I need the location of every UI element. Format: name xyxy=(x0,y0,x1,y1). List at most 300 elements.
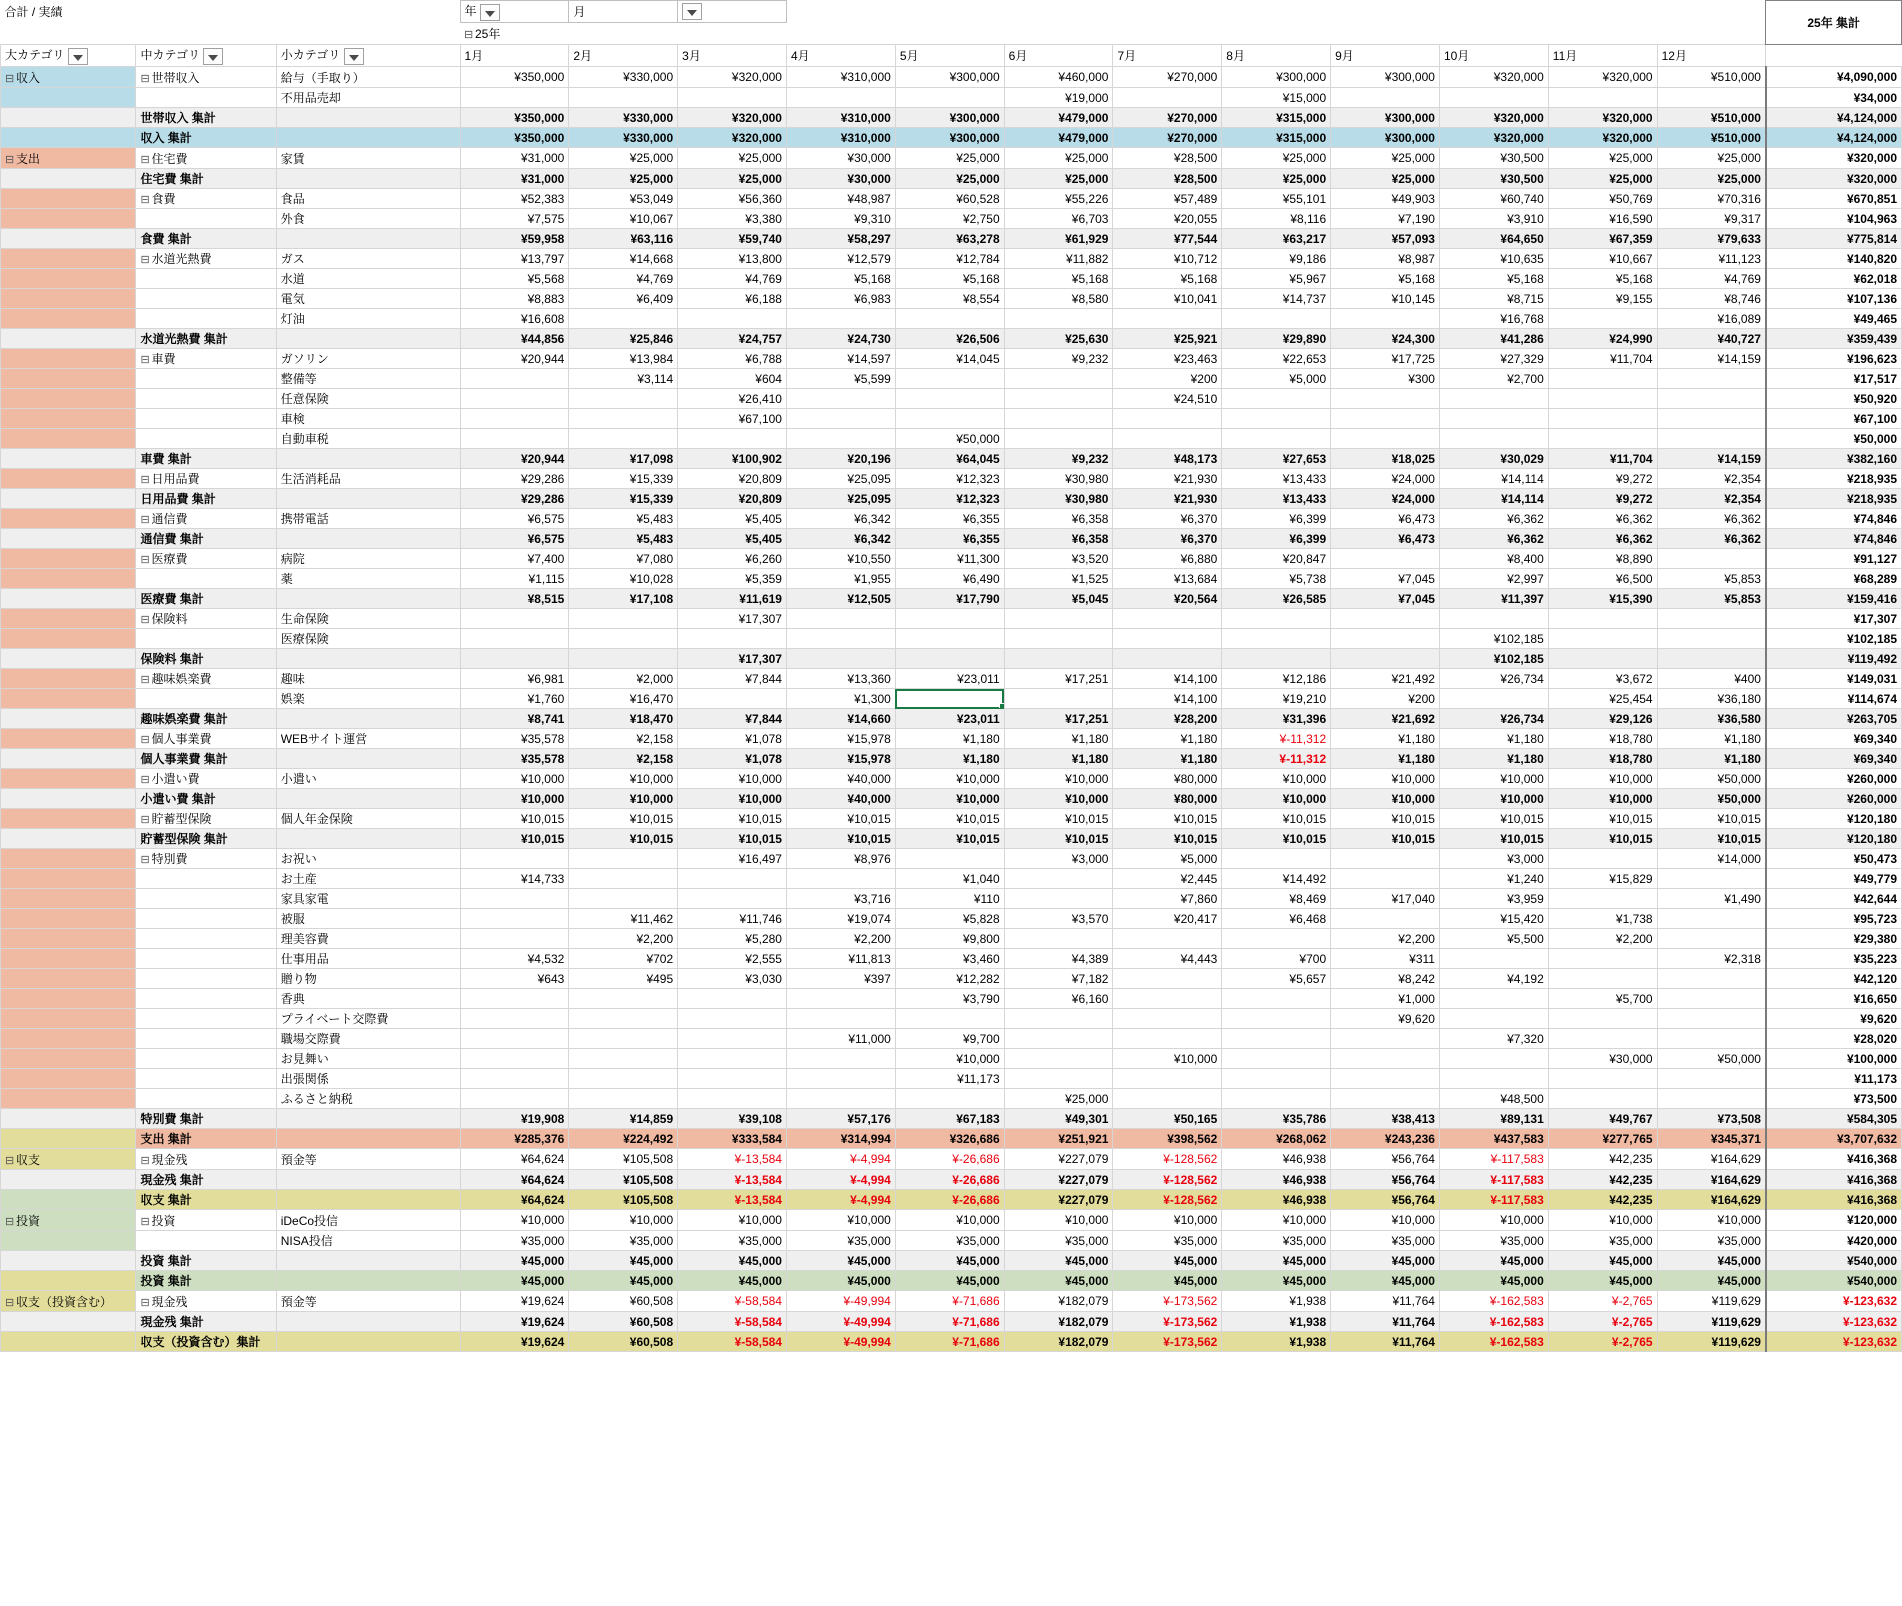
cell-value-m9[interactable] xyxy=(1331,1069,1440,1089)
cell-value-m7[interactable] xyxy=(1113,929,1222,949)
cell-big-category[interactable] xyxy=(1,729,136,749)
cell-row-total[interactable]: ¥196,623 xyxy=(1766,349,1902,369)
cell-value-m8[interactable]: ¥315,000 xyxy=(1222,108,1331,128)
cell-value-m4[interactable] xyxy=(786,389,895,409)
cell-row-total[interactable]: ¥50,473 xyxy=(1766,849,1902,869)
cell-value-m5[interactable] xyxy=(895,1089,1004,1109)
cell-value-m3[interactable]: ¥3,380 xyxy=(678,209,787,229)
table-row[interactable] xyxy=(1,929,1902,949)
cell-big-category[interactable] xyxy=(1,509,136,529)
cell-value-m11[interactable]: ¥320,000 xyxy=(1548,67,1657,88)
cell-mid-category[interactable]: 特別費 集計 xyxy=(136,1109,276,1129)
cell-mid-category[interactable] xyxy=(136,889,276,909)
cell-row-total[interactable]: ¥17,517 xyxy=(1766,369,1902,389)
cell-mid-category[interactable] xyxy=(136,1029,276,1049)
cell-value-m3[interactable] xyxy=(678,1029,787,1049)
cell-mid-category[interactable]: 現金残 集計 xyxy=(136,1312,276,1332)
cell-value-m12[interactable] xyxy=(1657,389,1766,409)
collapse-icon-mid[interactable] xyxy=(140,772,151,786)
cell-value-m12[interactable] xyxy=(1657,549,1766,569)
cell-value-m8[interactable]: ¥35,786 xyxy=(1222,1109,1331,1129)
cell-value-m4[interactable]: ¥48,987 xyxy=(786,189,895,209)
cell-row-total[interactable]: ¥120,000 xyxy=(1766,1210,1902,1231)
cell-value-m9[interactable]: ¥2,200 xyxy=(1331,929,1440,949)
cell-value-m6[interactable]: ¥6,358 xyxy=(1004,509,1113,529)
cell-value-m11[interactable] xyxy=(1548,1069,1657,1089)
cell-value-m12[interactable]: ¥25,000 xyxy=(1657,148,1766,169)
cell-small-category[interactable]: 仕事用品 xyxy=(276,949,460,969)
cell-small-category[interactable]: 任意保険 xyxy=(276,389,460,409)
cell-value-m8[interactable]: ¥12,186 xyxy=(1222,669,1331,689)
cell-mid-category[interactable] xyxy=(136,1069,276,1089)
cell-value-m6[interactable]: ¥25,000 xyxy=(1004,148,1113,169)
cell-big-category[interactable] xyxy=(1,669,136,689)
cell-mid-category[interactable] xyxy=(136,1089,276,1109)
cell-value-m5[interactable]: ¥10,000 xyxy=(895,789,1004,809)
cell-small-category[interactable] xyxy=(276,749,460,769)
cell-value-m1[interactable] xyxy=(460,649,569,669)
cell-value-m1[interactable]: ¥350,000 xyxy=(460,108,569,128)
cell-row-total[interactable]: ¥35,223 xyxy=(1766,949,1902,969)
table-row[interactable] xyxy=(1,969,1902,989)
cell-value-m6[interactable]: ¥49,301 xyxy=(1004,1109,1113,1129)
cell-row-total[interactable]: ¥42,120 xyxy=(1766,969,1902,989)
cell-value-m4[interactable]: ¥3,716 xyxy=(786,889,895,909)
cell-row-total[interactable]: ¥9,620 xyxy=(1766,1009,1902,1029)
cell-value-m11[interactable]: ¥24,990 xyxy=(1548,329,1657,349)
cell-value-m8[interactable] xyxy=(1222,409,1331,429)
cell-value-m3[interactable]: ¥25,000 xyxy=(678,169,787,189)
collapse-icon-big[interactable] xyxy=(5,1295,16,1309)
cell-value-m1[interactable] xyxy=(460,629,569,649)
cell-value-m6[interactable]: ¥227,079 xyxy=(1004,1149,1113,1170)
cell-value-m6[interactable]: ¥1,180 xyxy=(1004,749,1113,769)
cell-value-m7[interactable]: ¥4,443 xyxy=(1113,949,1222,969)
cell-value-m11[interactable]: ¥10,667 xyxy=(1548,249,1657,269)
cell-small-category[interactable] xyxy=(276,589,460,609)
cell-value-m5[interactable]: ¥-26,686 xyxy=(895,1170,1004,1190)
cell-value-m3[interactable] xyxy=(678,429,787,449)
cell-value-m12[interactable]: ¥11,123 xyxy=(1657,249,1766,269)
cell-mid-category[interactable]: ⊟小遣い費 xyxy=(136,769,276,789)
cell-value-m4[interactable]: ¥310,000 xyxy=(786,108,895,128)
cell-value-m10[interactable]: ¥-117,583 xyxy=(1439,1149,1548,1170)
cell-mid-category[interactable]: ⊟個人事業費 xyxy=(136,729,276,749)
cell-value-m1[interactable] xyxy=(460,609,569,629)
cell-value-m10[interactable]: ¥10,000 xyxy=(1439,1210,1548,1231)
cell-value-m5[interactable]: ¥25,000 xyxy=(895,169,1004,189)
cell-value-m4[interactable]: ¥20,196 xyxy=(786,449,895,469)
table-row[interactable] xyxy=(1,869,1902,889)
cell-mid-category[interactable] xyxy=(136,869,276,889)
cell-value-m8[interactable] xyxy=(1222,609,1331,629)
cell-mid-category[interactable]: ⊟ 投資 xyxy=(136,1210,276,1231)
cell-value-m8[interactable]: ¥5,000 xyxy=(1222,369,1331,389)
cell-row-total[interactable]: ¥69,340 xyxy=(1766,749,1902,769)
cell-mid-category[interactable]: 貯蓄型保険 集計 xyxy=(136,829,276,849)
cell-value-m9[interactable]: ¥9,620 xyxy=(1331,1009,1440,1029)
cell-value-m9[interactable]: ¥10,145 xyxy=(1331,289,1440,309)
cell-mid-category[interactable]: 収入 集計 xyxy=(136,128,276,148)
cell-value-m8[interactable]: ¥9,186 xyxy=(1222,249,1331,269)
cell-value-m2[interactable]: ¥2,000 xyxy=(569,669,678,689)
cell-value-m1[interactable]: ¥7,575 xyxy=(460,209,569,229)
cell-value-m6[interactable]: ¥1,525 xyxy=(1004,569,1113,589)
cell-value-m9[interactable]: ¥1,180 xyxy=(1331,729,1440,749)
cell-value-m8[interactable]: ¥31,396 xyxy=(1222,709,1331,729)
cell-big-category[interactable] xyxy=(1,469,136,489)
cell-value-m6[interactable]: ¥182,079 xyxy=(1004,1332,1113,1352)
cell-value-m2[interactable] xyxy=(569,429,678,449)
cell-big-category[interactable] xyxy=(1,709,136,729)
table-row[interactable] xyxy=(1,509,1902,529)
cell-mid-category[interactable] xyxy=(136,969,276,989)
cell-row-total[interactable]: ¥359,439 xyxy=(1766,329,1902,349)
cell-value-m9[interactable]: ¥56,764 xyxy=(1331,1170,1440,1190)
cell-small-category[interactable]: 薬 xyxy=(276,569,460,589)
table-row[interactable] xyxy=(1,809,1902,829)
table-row[interactable] xyxy=(1,749,1902,769)
cell-value-m7[interactable] xyxy=(1113,88,1222,108)
cell-value-m11[interactable]: ¥42,235 xyxy=(1548,1170,1657,1190)
cell-value-m7[interactable]: ¥2,445 xyxy=(1113,869,1222,889)
cell-mid-category[interactable] xyxy=(136,629,276,649)
cell-value-m5[interactable]: ¥5,828 xyxy=(895,909,1004,929)
cell-value-m7[interactable]: ¥50,165 xyxy=(1113,1109,1222,1129)
cell-value-m4[interactable]: ¥10,015 xyxy=(786,809,895,829)
cell-value-m7[interactable] xyxy=(1113,1069,1222,1089)
cell-value-m7[interactable]: ¥28,500 xyxy=(1113,169,1222,189)
cell-value-m9[interactable]: ¥7,190 xyxy=(1331,209,1440,229)
cell-value-m5[interactable]: ¥17,790 xyxy=(895,589,1004,609)
cell-value-m7[interactable] xyxy=(1113,409,1222,429)
cell-value-m10[interactable]: ¥48,500 xyxy=(1439,1089,1548,1109)
cell-value-m12[interactable] xyxy=(1657,1029,1766,1049)
cell-value-m7[interactable]: ¥270,000 xyxy=(1113,128,1222,148)
cell-value-m9[interactable] xyxy=(1331,909,1440,929)
cell-value-m11[interactable]: ¥2,200 xyxy=(1548,929,1657,949)
cell-value-m6[interactable]: ¥3,520 xyxy=(1004,549,1113,569)
cell-value-m3[interactable] xyxy=(678,1009,787,1029)
cell-big-category[interactable] xyxy=(1,849,136,869)
cell-small-category[interactable]: 病院 xyxy=(276,549,460,569)
cell-value-m12[interactable]: ¥25,000 xyxy=(1657,169,1766,189)
cell-value-m7[interactable]: ¥6,880 xyxy=(1113,549,1222,569)
cell-value-m4[interactable]: ¥58,297 xyxy=(786,229,895,249)
cell-mid-category[interactable]: ⊟日用品費 xyxy=(136,469,276,489)
cell-value-m12[interactable]: ¥164,629 xyxy=(1657,1170,1766,1190)
cell-value-m2[interactable] xyxy=(569,629,678,649)
cell-value-m9[interactable]: ¥11,764 xyxy=(1331,1312,1440,1332)
cell-big-category[interactable] xyxy=(1,989,136,1009)
cell-value-m7[interactable] xyxy=(1113,309,1222,329)
cell-value-m8[interactable] xyxy=(1222,309,1331,329)
cell-value-m6[interactable]: ¥227,079 xyxy=(1004,1190,1113,1210)
cell-value-m12[interactable]: ¥10,015 xyxy=(1657,809,1766,829)
table-row[interactable] xyxy=(1,709,1902,729)
cell-value-m9[interactable]: ¥21,492 xyxy=(1331,669,1440,689)
cell-value-m5[interactable]: ¥10,000 xyxy=(895,769,1004,789)
cell-value-m11[interactable]: ¥277,765 xyxy=(1548,1129,1657,1149)
cell-value-m2[interactable] xyxy=(569,1049,678,1069)
cell-value-m5[interactable]: ¥50,000 xyxy=(895,429,1004,449)
cell-value-m3[interactable]: ¥333,584 xyxy=(678,1129,787,1149)
cell-value-m9[interactable]: ¥5,168 xyxy=(1331,269,1440,289)
cell-value-m11[interactable]: ¥320,000 xyxy=(1548,108,1657,128)
cell-value-m1[interactable]: ¥4,532 xyxy=(460,949,569,969)
cell-value-m12[interactable]: ¥14,159 xyxy=(1657,449,1766,469)
cell-value-m6[interactable] xyxy=(1004,1009,1113,1029)
cell-row-total[interactable]: ¥-123,632 xyxy=(1766,1312,1902,1332)
cell-value-m7[interactable]: ¥200 xyxy=(1113,369,1222,389)
cell-value-m6[interactable]: ¥25,630 xyxy=(1004,329,1113,349)
cell-value-m8[interactable]: ¥6,468 xyxy=(1222,909,1331,929)
cell-value-m11[interactable] xyxy=(1548,949,1657,969)
cell-value-m12[interactable]: ¥119,629 xyxy=(1657,1291,1766,1312)
cell-value-m12[interactable]: ¥2,354 xyxy=(1657,469,1766,489)
table-row[interactable] xyxy=(1,789,1902,809)
cell-row-total[interactable]: ¥62,018 xyxy=(1766,269,1902,289)
cell-value-m8[interactable]: ¥29,890 xyxy=(1222,329,1331,349)
cell-value-m11[interactable]: ¥-2,765 xyxy=(1548,1291,1657,1312)
header-month-9[interactable]: 9月 xyxy=(1331,45,1440,67)
cell-row-total[interactable]: ¥42,644 xyxy=(1766,889,1902,909)
cell-value-m10[interactable] xyxy=(1439,88,1548,108)
cell-value-m4[interactable]: ¥30,000 xyxy=(786,169,895,189)
cell-value-m1[interactable]: ¥10,000 xyxy=(460,789,569,809)
cell-value-m11[interactable]: ¥10,000 xyxy=(1548,769,1657,789)
cell-value-m8[interactable]: ¥8,116 xyxy=(1222,209,1331,229)
cell-value-m7[interactable]: ¥13,684 xyxy=(1113,569,1222,589)
cell-value-m3[interactable]: ¥17,307 xyxy=(678,609,787,629)
table-row[interactable] xyxy=(1,669,1902,689)
cell-value-m5[interactable]: ¥-71,686 xyxy=(895,1291,1004,1312)
cell-value-m10[interactable]: ¥26,734 xyxy=(1439,669,1548,689)
cell-value-m4[interactable]: ¥12,579 xyxy=(786,249,895,269)
cell-value-m4[interactable]: ¥6,983 xyxy=(786,289,895,309)
cell-value-m6[interactable]: ¥460,000 xyxy=(1004,67,1113,88)
cell-value-m12[interactable]: ¥5,853 xyxy=(1657,589,1766,609)
cell-mid-category[interactable]: 保険料 集計 xyxy=(136,649,276,669)
cell-value-m9[interactable]: ¥24,300 xyxy=(1331,329,1440,349)
cell-value-m5[interactable] xyxy=(895,849,1004,869)
cell-big-category[interactable] xyxy=(1,128,136,148)
cell-value-m1[interactable]: ¥59,958 xyxy=(460,229,569,249)
cell-small-category[interactable] xyxy=(276,529,460,549)
cell-value-m10[interactable]: ¥14,114 xyxy=(1439,469,1548,489)
cell-value-m11[interactable] xyxy=(1548,389,1657,409)
cell-value-m10[interactable]: ¥16,768 xyxy=(1439,309,1548,329)
cell-value-m3[interactable]: ¥67,100 xyxy=(678,409,787,429)
cell-mid-category[interactable] xyxy=(136,389,276,409)
cell-value-m10[interactable]: ¥-162,583 xyxy=(1439,1312,1548,1332)
cell-value-m6[interactable] xyxy=(1004,869,1113,889)
cell-value-m10[interactable] xyxy=(1439,409,1548,429)
cell-value-m4[interactable]: ¥15,978 xyxy=(786,749,895,769)
cell-value-m4[interactable] xyxy=(786,88,895,108)
cell-value-m9[interactable]: ¥10,000 xyxy=(1331,769,1440,789)
cell-value-m12[interactable]: ¥2,318 xyxy=(1657,949,1766,969)
header-month-1[interactable]: 1月 xyxy=(460,45,569,67)
cell-value-m12[interactable]: ¥345,371 xyxy=(1657,1129,1766,1149)
cell-big-category[interactable] xyxy=(1,629,136,649)
cell-value-m6[interactable]: ¥25,000 xyxy=(1004,169,1113,189)
cell-value-m3[interactable] xyxy=(678,1049,787,1069)
collapse-icon-mid[interactable] xyxy=(140,192,151,206)
cell-value-m7[interactable]: ¥10,041 xyxy=(1113,289,1222,309)
cell-value-m4[interactable] xyxy=(786,869,895,889)
cell-value-m1[interactable]: ¥19,624 xyxy=(460,1312,569,1332)
cell-value-m3[interactable]: ¥320,000 xyxy=(678,108,787,128)
cell-value-m11[interactable]: ¥18,780 xyxy=(1548,749,1657,769)
cell-value-m9[interactable]: ¥56,764 xyxy=(1331,1149,1440,1170)
cell-row-total[interactable]: ¥104,963 xyxy=(1766,209,1902,229)
cell-value-m9[interactable]: ¥10,000 xyxy=(1331,789,1440,809)
cell-value-m8[interactable] xyxy=(1222,929,1331,949)
cell-value-m9[interactable] xyxy=(1331,1049,1440,1069)
cell-value-m4[interactable]: ¥5,168 xyxy=(786,269,895,289)
cell-value-m6[interactable] xyxy=(1004,629,1113,649)
table-row[interactable] xyxy=(1,309,1902,329)
cell-value-m8[interactable] xyxy=(1222,1009,1331,1029)
cell-small-category[interactable] xyxy=(276,128,460,148)
cell-value-m6[interactable] xyxy=(1004,389,1113,409)
cell-value-m10[interactable]: ¥10,015 xyxy=(1439,829,1548,849)
cell-value-m2[interactable]: ¥17,098 xyxy=(569,449,678,469)
cell-value-m8[interactable]: ¥6,399 xyxy=(1222,529,1331,549)
table-row[interactable] xyxy=(1,909,1902,929)
cell-row-total[interactable]: ¥3,707,632 xyxy=(1766,1129,1902,1149)
cell-value-m11[interactable]: ¥18,780 xyxy=(1548,729,1657,749)
cell-value-m11[interactable]: ¥11,704 xyxy=(1548,349,1657,369)
cell-value-m10[interactable]: ¥-162,583 xyxy=(1439,1291,1548,1312)
cell-value-m3[interactable]: ¥10,015 xyxy=(678,809,787,829)
cell-small-category[interactable]: 携帯電話 xyxy=(276,509,460,529)
cell-row-total[interactable]: ¥91,127 xyxy=(1766,549,1902,569)
cell-row-total[interactable]: ¥49,779 xyxy=(1766,869,1902,889)
cell-value-m4[interactable] xyxy=(786,309,895,329)
cell-value-m4[interactable]: ¥30,000 xyxy=(786,148,895,169)
cell-value-m2[interactable]: ¥7,080 xyxy=(569,549,678,569)
cell-value-m2[interactable]: ¥6,409 xyxy=(569,289,678,309)
header-month-8[interactable]: 8月 xyxy=(1222,45,1331,67)
cell-value-m1[interactable]: ¥35,578 xyxy=(460,729,569,749)
cell-value-m10[interactable]: ¥6,362 xyxy=(1439,529,1548,549)
cell-value-m1[interactable]: ¥1,115 xyxy=(460,569,569,589)
collapse-icon-big[interactable] xyxy=(5,1214,16,1228)
cell-small-category[interactable]: 自動車税 xyxy=(276,429,460,449)
cell-big-category[interactable] xyxy=(1,1271,136,1291)
cell-value-m4[interactable]: ¥310,000 xyxy=(786,67,895,88)
cell-value-m11[interactable]: ¥10,000 xyxy=(1548,1210,1657,1231)
cell-value-m9[interactable] xyxy=(1331,549,1440,569)
header-month-5[interactable]: 5月 xyxy=(895,45,1004,67)
cell-value-m6[interactable]: ¥25,000 xyxy=(1004,1089,1113,1109)
cell-small-category[interactable]: 不用品売却 xyxy=(276,88,460,108)
cell-value-m10[interactable]: ¥-162,583 xyxy=(1439,1332,1548,1352)
cell-value-m10[interactable]: ¥30,500 xyxy=(1439,169,1548,189)
cell-small-category[interactable]: お見舞い xyxy=(276,1049,460,1069)
cell-value-m6[interactable]: ¥3,000 xyxy=(1004,849,1113,869)
cell-value-m5[interactable]: ¥26,506 xyxy=(895,329,1004,349)
cell-value-m5[interactable]: ¥300,000 xyxy=(895,108,1004,128)
cell-value-m8[interactable]: ¥25,000 xyxy=(1222,169,1331,189)
cell-big-category[interactable]: ⊟支出 xyxy=(1,148,136,169)
cell-value-m3[interactable]: ¥26,410 xyxy=(678,389,787,409)
cell-value-m3[interactable]: ¥11,619 xyxy=(678,589,787,609)
cell-value-m6[interactable]: ¥30,980 xyxy=(1004,469,1113,489)
cell-value-m7[interactable]: ¥10,015 xyxy=(1113,809,1222,829)
cell-big-category[interactable] xyxy=(1,1069,136,1089)
cell-value-m9[interactable]: ¥300,000 xyxy=(1331,108,1440,128)
cell-value-m3[interactable]: ¥100,902 xyxy=(678,449,787,469)
cell-value-m11[interactable]: ¥25,000 xyxy=(1548,148,1657,169)
cell-value-m8[interactable] xyxy=(1222,849,1331,869)
cell-value-m9[interactable]: ¥24,000 xyxy=(1331,489,1440,509)
cell-value-m1[interactable]: ¥10,015 xyxy=(460,809,569,829)
cell-row-total[interactable]: ¥775,814 xyxy=(1766,229,1902,249)
cell-value-m2[interactable]: ¥25,000 xyxy=(569,148,678,169)
cell-mid-category[interactable]: ⊟貯蓄型保険 xyxy=(136,809,276,829)
cell-value-m2[interactable] xyxy=(569,849,678,869)
cell-value-m6[interactable]: ¥10,015 xyxy=(1004,809,1113,829)
cell-value-m8[interactable]: ¥700 xyxy=(1222,949,1331,969)
header-month-6[interactable]: 6月 xyxy=(1004,45,1113,67)
cell-value-m5[interactable]: ¥300,000 xyxy=(895,128,1004,148)
cell-value-m3[interactable]: ¥16,497 xyxy=(678,849,787,869)
cell-value-m11[interactable] xyxy=(1548,409,1657,429)
cell-mid-category[interactable] xyxy=(136,909,276,929)
cell-value-m5[interactable]: ¥10,015 xyxy=(895,809,1004,829)
table-row[interactable] xyxy=(1,209,1902,229)
filter-icon-big[interactable] xyxy=(68,48,88,65)
collapse-icon-year[interactable] xyxy=(464,27,475,41)
cell-value-m12[interactable]: ¥400 xyxy=(1657,669,1766,689)
table-row[interactable] xyxy=(1,689,1902,709)
cell-value-m9[interactable]: ¥10,015 xyxy=(1331,809,1440,829)
cell-value-m6[interactable]: ¥10,000 xyxy=(1004,1210,1113,1231)
cell-value-m2[interactable]: ¥10,000 xyxy=(569,789,678,809)
cell-value-m9[interactable] xyxy=(1331,409,1440,429)
cell-value-m8[interactable]: ¥20,847 xyxy=(1222,549,1331,569)
cell-value-m12[interactable]: ¥510,000 xyxy=(1657,128,1766,148)
cell-value-m2[interactable]: ¥330,000 xyxy=(569,128,678,148)
cell-value-m8[interactable]: ¥5,738 xyxy=(1222,569,1331,589)
cell-value-m11[interactable]: ¥11,704 xyxy=(1548,449,1657,469)
cell-value-m7[interactable]: ¥24,510 xyxy=(1113,389,1222,409)
cell-value-m9[interactable] xyxy=(1331,389,1440,409)
cell-value-m3[interactable]: ¥35,000 xyxy=(678,1231,787,1251)
cell-value-m7[interactable]: ¥5,000 xyxy=(1113,849,1222,869)
cell-value-m4[interactable]: ¥10,000 xyxy=(786,1210,895,1231)
cell-small-category[interactable]: ガス xyxy=(276,249,460,269)
cell-value-m10[interactable] xyxy=(1439,689,1548,709)
cell-value-m4[interactable]: ¥6,342 xyxy=(786,509,895,529)
cell-value-m5[interactable]: ¥12,282 xyxy=(895,969,1004,989)
cell-value-m11[interactable]: ¥320,000 xyxy=(1548,128,1657,148)
cell-row-total[interactable]: ¥218,935 xyxy=(1766,489,1902,509)
cell-row-total[interactable]: ¥-123,632 xyxy=(1766,1332,1902,1352)
cell-value-m10[interactable] xyxy=(1439,1009,1548,1029)
cell-big-category[interactable] xyxy=(1,1251,136,1271)
cell-value-m10[interactable]: ¥14,114 xyxy=(1439,489,1548,509)
cell-value-m6[interactable] xyxy=(1004,309,1113,329)
cell-value-m11[interactable]: ¥-2,765 xyxy=(1548,1332,1657,1352)
cell-value-m1[interactable] xyxy=(460,1069,569,1089)
cell-value-m12[interactable]: ¥2,354 xyxy=(1657,489,1766,509)
cell-value-m9[interactable] xyxy=(1331,869,1440,889)
table-row[interactable] xyxy=(1,1089,1902,1109)
